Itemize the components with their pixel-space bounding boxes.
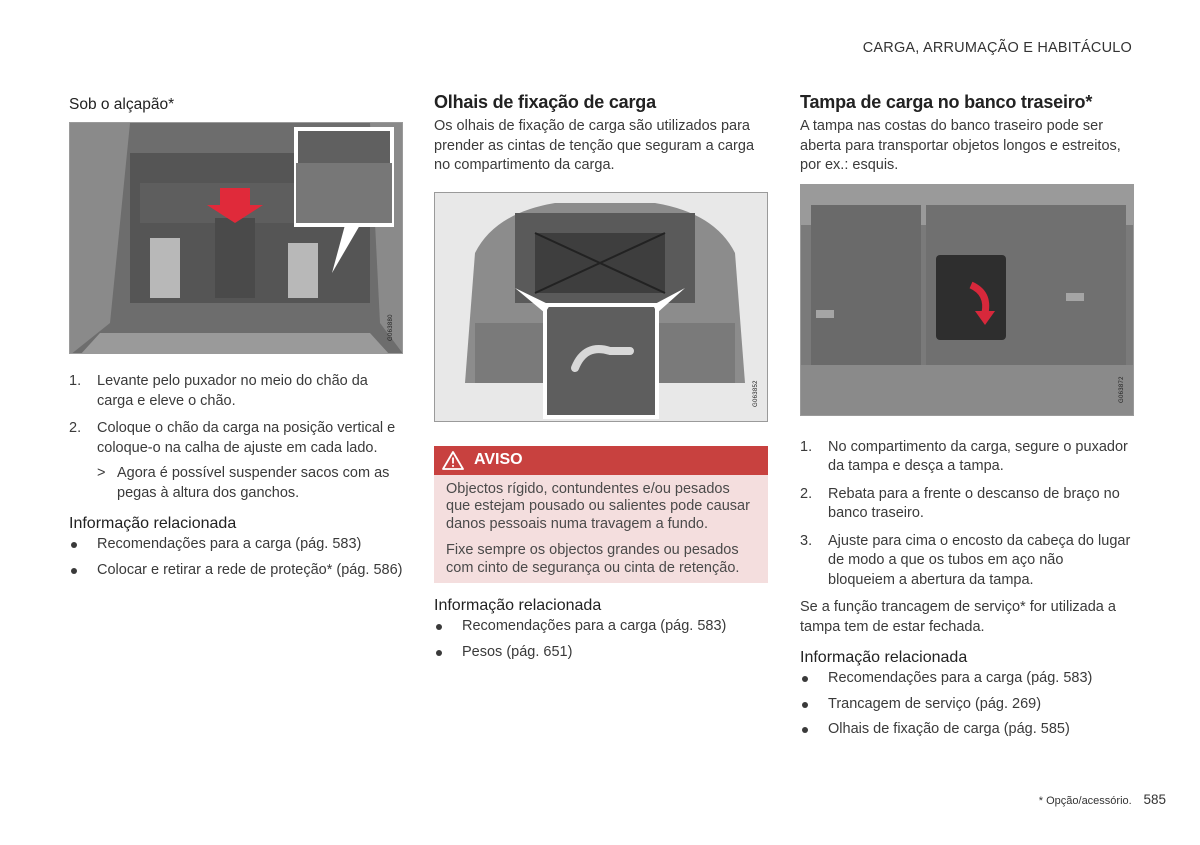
steps-list — [800, 438, 1134, 591]
related-link[interactable]: Recomendações para a carga (pág. 583) — [434, 617, 768, 637]
step-text: No compartimento da carga, segure o puxador da tampa e desça a tampa. — [828, 438, 1128, 474]
bullet-icon — [71, 542, 77, 548]
step-number: 2. — [800, 485, 813, 502]
warning-body — [434, 475, 768, 584]
step-item — [800, 532, 1134, 591]
result-text: Agora é possível suspender sacos com as pegas à altura dos ganchos. — [117, 465, 390, 501]
column-rear-seat-hatch — [800, 92, 1134, 746]
figure-rear-seat-hatch — [800, 184, 1134, 416]
section-title-under-floor: Sob o alçapão* — [69, 96, 175, 113]
bullet-icon — [802, 676, 808, 682]
figure-tie-down-eyelets — [434, 192, 768, 422]
page-footer — [1039, 792, 1166, 807]
bullet-icon — [802, 727, 808, 733]
related-link[interactable]: Colocar e retirar a rede de proteção* (pág. 586) — [69, 561, 403, 581]
section-title-rear-hatch: Tampa de carga no banco traseiro* — [800, 92, 1093, 112]
section-title-eyelets: Olhais de fixação de carga — [434, 92, 656, 112]
footnote-option-accessory: * Opção/acessório. — [1038, 795, 1132, 807]
eyelets-illustration — [435, 193, 768, 422]
figure-code: G063872 — [1119, 375, 1125, 403]
related-info-title: Informação relacionada — [434, 597, 602, 614]
bullet-icon — [71, 568, 77, 574]
warning-title: AVISO — [474, 451, 523, 468]
related-link[interactable]: Trancagem de serviço (pág. 269) — [800, 695, 1134, 715]
related-info-list — [69, 535, 403, 580]
figure-cargo-floor — [69, 122, 403, 354]
related-link[interactable]: Recomendações para a carga (pág. 583) — [69, 535, 403, 555]
warning-header — [434, 446, 768, 475]
step-number: 1. — [69, 373, 82, 389]
step-item — [69, 372, 403, 411]
cargo-floor-illustration — [70, 123, 403, 354]
page-section-header: CARGA, ARRUMAÇÃO E HABITÁCULO — [862, 40, 1132, 56]
step-text: Rebata para a frente o descanso de braço no banco traseiro. — [828, 485, 1120, 521]
section-intro: Os olhais de fixação de carga são utilizados para prender as cintas de tenção que seguram a carga no compartimento da carga. — [434, 118, 755, 173]
related-info-list — [434, 617, 768, 662]
step-number: 1. — [800, 438, 813, 455]
step-result — [69, 464, 403, 503]
related-info-title: Informação relacionada — [800, 649, 968, 666]
bullet-icon — [436, 650, 442, 656]
column-under-floor — [69, 92, 403, 586]
section-intro: A tampa nas costas do banco traseiro pode ser aberta para transportar objetos longos e estreitos, por ex.: esquis. — [800, 118, 1121, 173]
related-link[interactable]: Olhais de fixação de carga (pág. 585) — [800, 720, 1134, 740]
page-number: 585 — [1143, 792, 1166, 807]
step-item — [69, 419, 403, 458]
bullet-icon — [436, 624, 442, 630]
figure-code: G063852 — [753, 379, 759, 407]
warning-paragraph: Objectos rígido, contundentes e/ou pesados que estejam pousado ou salientes pode causar danos pessoais numa travagem a fundo. — [446, 480, 750, 532]
bullet-icon — [802, 702, 808, 708]
figure-code: G063880 — [388, 314, 394, 341]
related-link[interactable]: Recomendações para a carga (pág. 583) — [800, 669, 1134, 689]
related-info-list — [800, 669, 1134, 740]
step-item — [800, 438, 1134, 477]
related-link[interactable]: Pesos (pág. 651) — [434, 643, 768, 663]
step-text: Ajuste para cima o encosto da cabeça do lugar de modo a que os tubos em aço não bloqueiem a abertura da tampa. — [828, 532, 1131, 588]
warning-paragraph: Fixe sempre os objectos grandes ou pesados com cinto de segurança ou cinta de retenção. — [446, 542, 740, 576]
warning-triangle-icon — [442, 451, 464, 470]
step-text: Levante pelo puxador no meio do chão da carga e eleve o chão. — [97, 373, 368, 409]
column-tie-down-eyelets — [434, 92, 768, 668]
step-number: 2. — [69, 420, 82, 436]
steps-list — [69, 372, 403, 458]
service-lock-note: Se a função trancagem de serviço* for utilizada a tampa tem de estar fechada. — [800, 599, 1116, 635]
result-arrow: > — [97, 465, 106, 481]
step-text: Coloque o chão da carga na posição vertical e coloque-o na calha de ajuste em cada lado. — [97, 420, 396, 456]
related-info-title: Informação relacionada — [69, 515, 237, 532]
warning-box — [434, 446, 768, 584]
rear-hatch-illustration — [801, 185, 1134, 416]
step-number: 3. — [800, 532, 813, 549]
step-item — [800, 485, 1134, 524]
